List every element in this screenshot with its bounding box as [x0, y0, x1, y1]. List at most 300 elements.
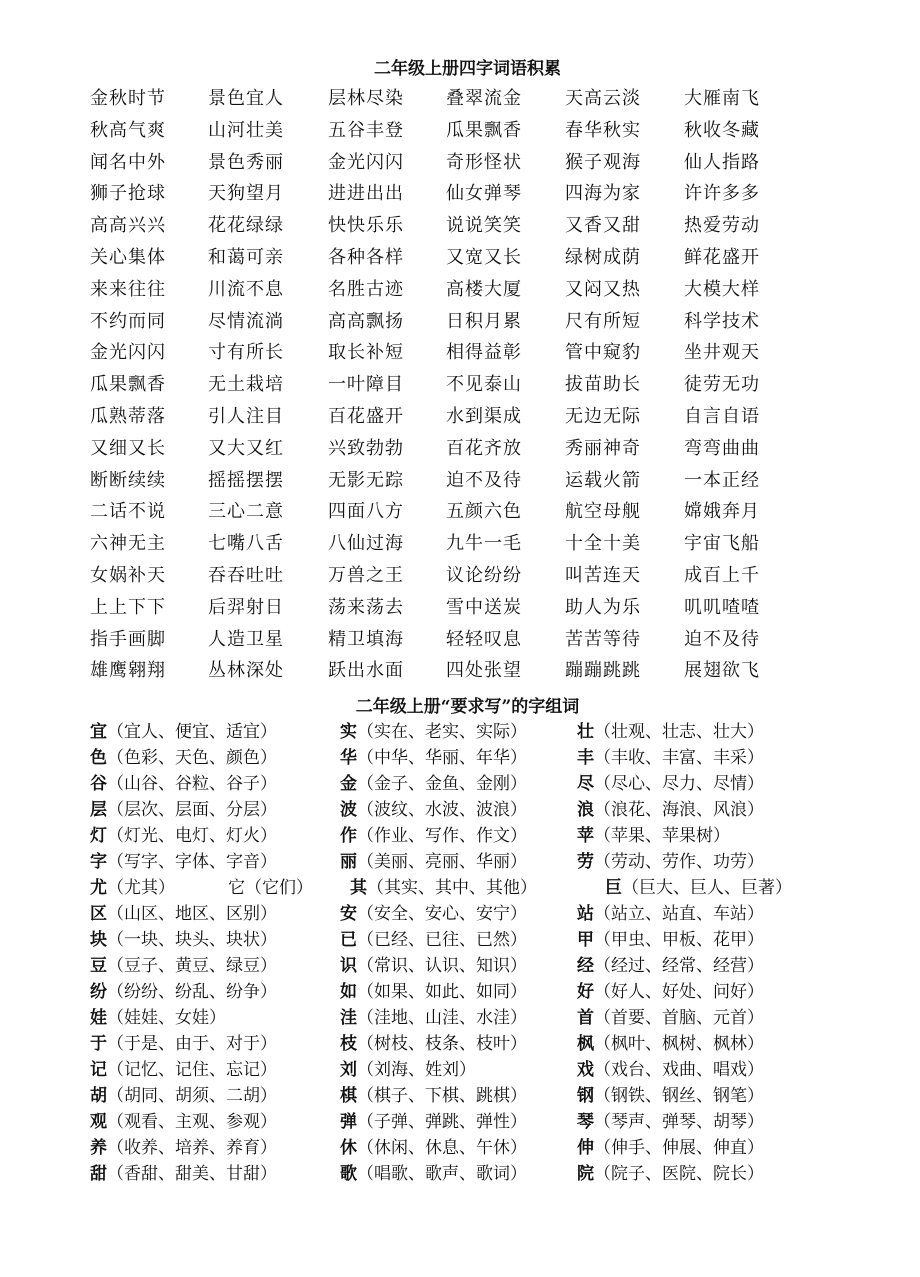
idiom: 景色秀丽 — [208, 151, 284, 173]
word-group — [340, 1159, 527, 1184]
word-list: （壮观、壮志、壮大） — [594, 722, 764, 742]
idiom: 高高飘扬 — [328, 310, 404, 332]
character: 休 — [340, 1138, 357, 1158]
idiom: 名胜古迹 — [328, 278, 404, 300]
word-group — [340, 951, 527, 976]
word-group — [90, 795, 277, 820]
word-group-row — [0, 899, 920, 925]
idiom: 川流不息 — [208, 278, 284, 300]
idiom: 寸有所长 — [208, 342, 284, 364]
word-list: （于是、由于、对于） — [107, 1034, 277, 1054]
idiom-row — [0, 402, 920, 432]
word-list: （琴声、弹琴、胡琴） — [594, 1112, 764, 1132]
character: 浪 — [577, 800, 594, 820]
word-group — [340, 1133, 527, 1158]
idiom: 秋高气爽 — [90, 119, 166, 141]
idiom: 自言自语 — [684, 406, 760, 427]
character: 枫 — [577, 1034, 594, 1054]
idiom: 五颜六色 — [446, 501, 522, 523]
word-group — [340, 1055, 476, 1080]
word-group — [350, 873, 537, 898]
word-group — [577, 717, 764, 742]
idiom: 许许多多 — [684, 183, 760, 205]
word-list: （丰收、丰富、丰采） — [594, 748, 764, 768]
idiom: 六神无主 — [90, 533, 166, 555]
idiom-row — [0, 211, 920, 241]
idiom: 无影无踪 — [328, 469, 404, 491]
word-group — [90, 925, 277, 950]
word-group-row — [0, 951, 920, 977]
word-list: （纷纷、纷乱、纷争） — [107, 982, 277, 1002]
word-group-row — [0, 1159, 920, 1185]
character: 棋 — [340, 1086, 357, 1106]
word-group-row — [0, 925, 920, 951]
idiom: 秋收冬藏 — [684, 119, 760, 141]
character: 苹 — [577, 826, 594, 846]
character: 娃 — [90, 1008, 107, 1028]
idiom: 四处张望 — [446, 660, 522, 682]
word-group — [228, 873, 313, 898]
word-list: （宜人、便宜、适宜） — [107, 722, 277, 742]
idiom: 秀丽神奇 — [565, 437, 641, 459]
character: 甲 — [577, 930, 594, 950]
character: 站 — [577, 904, 594, 924]
word-list: （一块、块头、块状） — [107, 930, 277, 950]
word-group — [90, 769, 277, 794]
word-list: （洼地、山洼、水洼） — [357, 1008, 527, 1028]
idiom: 大雁南飞 — [684, 88, 760, 109]
word-list: （伸手、伸展、伸直） — [594, 1138, 764, 1158]
character: 丰 — [577, 748, 594, 768]
idiom: 瓜果飘香 — [446, 119, 522, 141]
word-group — [90, 1081, 277, 1106]
idiom: 进进出出 — [328, 183, 404, 205]
word-group — [340, 925, 527, 950]
idiom: 金秋时节 — [90, 88, 166, 109]
word-list: （胡同、胡须、二胡） — [107, 1086, 277, 1106]
word-list: （如果、如此、如同） — [357, 982, 527, 1002]
word-list: （层次、层面、分层） — [107, 800, 277, 820]
word-group-row — [0, 1029, 920, 1055]
character: 实 — [340, 722, 357, 742]
idiom: 又闷又热 — [565, 278, 641, 300]
word-group — [90, 821, 277, 846]
character: 宜 — [90, 722, 107, 742]
idiom: 上上下下 — [90, 596, 166, 618]
idiom-row — [0, 434, 920, 464]
idiom: 尺有所短 — [565, 310, 641, 332]
idiom: 议论纷纷 — [446, 565, 522, 586]
character: 区 — [90, 904, 107, 924]
idiom: 摇摇摆摆 — [208, 469, 284, 491]
character: 色 — [90, 748, 107, 768]
character: 字 — [90, 852, 107, 872]
idiom: 八仙过海 — [328, 533, 404, 555]
word-group — [340, 743, 527, 768]
word-group — [577, 795, 764, 820]
word-group — [90, 977, 277, 1002]
idiom: 一叶障目 — [328, 374, 404, 396]
word-group — [90, 1159, 277, 1184]
character: 巨 — [605, 878, 622, 898]
word-list: （山区、地区、区别） — [107, 904, 277, 924]
idiom-row — [0, 561, 920, 591]
word-list: （唱歌、歌声、歌词） — [357, 1164, 527, 1184]
word-list: （作业、写作、作文） — [357, 826, 527, 846]
character: 金 — [340, 774, 357, 794]
idiom: 瓜果飘香 — [90, 374, 166, 396]
idiom: 水到渠成 — [446, 406, 522, 427]
idiom: 迫不及待 — [684, 628, 760, 650]
word-group — [90, 717, 277, 742]
idiom: 又细又长 — [90, 437, 166, 459]
word-group — [90, 899, 277, 924]
idiom: 运载火箭 — [565, 469, 641, 491]
character: 首 — [577, 1008, 594, 1028]
word-group — [577, 977, 764, 1002]
word-group — [90, 743, 277, 768]
idiom: 科学技术 — [684, 310, 760, 332]
idiom: 宇宙飞船 — [684, 533, 760, 555]
word-list: （子弹、弹跳、弹性） — [357, 1112, 527, 1132]
word-list: （首要、首脑、元首） — [594, 1008, 764, 1028]
idiom: 说说笑笑 — [446, 215, 522, 237]
character: 丽 — [340, 852, 357, 872]
character: 如 — [340, 982, 357, 1002]
word-group — [340, 795, 527, 820]
word-group-row — [0, 1107, 920, 1133]
idiom: 奇形怪状 — [446, 151, 522, 173]
idiom: 仙女弹琴 — [446, 183, 522, 205]
word-group — [340, 769, 527, 794]
word-list: （美丽、亮丽、华丽） — [357, 852, 527, 872]
idiom: 和蔼可亲 — [208, 247, 284, 268]
idiom: 尽情流淌 — [208, 310, 284, 332]
word-list: （它们） — [245, 878, 313, 898]
word-list: （院子、医院、院长） — [594, 1164, 764, 1184]
idiom: 大模大样 — [684, 278, 760, 300]
character: 灯 — [90, 826, 107, 846]
idiom: 景色宜人 — [208, 88, 284, 109]
idiom: 蹦蹦跳跳 — [565, 660, 641, 682]
word-group — [90, 847, 277, 872]
word-list: （娃娃、女娃） — [107, 1008, 226, 1028]
idiom: 拔苗助长 — [565, 374, 641, 396]
word-group — [340, 1081, 527, 1106]
word-list: （尽心、尽力、尽情） — [594, 774, 764, 794]
word-list: （尤其） — [107, 878, 175, 898]
word-list: （灯光、电灯、灯火） — [107, 826, 277, 846]
word-list: （写字、字体、字音） — [107, 852, 277, 872]
word-list: （中华、华丽、年华） — [357, 748, 527, 768]
word-group — [577, 743, 764, 768]
idiom: 不见泰山 — [446, 374, 522, 396]
word-list: （观看、主观、参观） — [107, 1112, 277, 1132]
word-list: （休闲、休息、午休） — [357, 1138, 527, 1158]
word-group-row — [0, 1081, 920, 1107]
word-group — [577, 951, 764, 976]
idiom: 花花绿绿 — [208, 215, 284, 237]
idiom: 迫不及待 — [446, 469, 522, 491]
idiom: 日积月累 — [446, 310, 522, 332]
character: 块 — [90, 930, 107, 950]
character: 谷 — [90, 774, 107, 794]
idiom: 跃出水面 — [328, 660, 404, 682]
word-group — [577, 1107, 764, 1132]
idiom: 叫苦连天 — [565, 565, 641, 586]
word-group — [90, 1055, 277, 1080]
word-group — [577, 1055, 764, 1080]
idiom: 二话不说 — [90, 501, 166, 523]
character: 枝 — [340, 1034, 357, 1054]
word-group — [340, 899, 527, 924]
idiom: 瓜熟蒂落 — [90, 406, 166, 427]
character: 波 — [340, 800, 357, 820]
idiom: 弯弯曲曲 — [684, 437, 760, 459]
idiom-row — [0, 243, 920, 273]
character: 洼 — [340, 1008, 357, 1028]
idiom: 春华秋实 — [565, 119, 641, 141]
idiom: 山河壮美 — [208, 119, 284, 141]
word-group — [577, 1081, 764, 1106]
word-group — [340, 1107, 527, 1132]
word-group — [90, 873, 175, 898]
word-group — [340, 717, 527, 742]
word-group — [577, 1003, 764, 1028]
idiom: 猴子观海 — [565, 151, 641, 173]
idiom: 成百上千 — [684, 565, 760, 586]
character: 尽 — [577, 774, 594, 794]
word-list: （色彩、天色、颜色） — [107, 748, 277, 768]
word-group-row — [0, 821, 920, 847]
idiom: 丛林深处 — [208, 660, 284, 682]
character: 弹 — [340, 1112, 357, 1132]
idiom: 鲜花盛开 — [684, 247, 760, 268]
character: 胡 — [90, 1086, 107, 1106]
word-list: （实在、老实、实际） — [357, 722, 527, 742]
idiom: 叽叽喳喳 — [684, 596, 760, 618]
word-group-row — [0, 977, 920, 1003]
idiom: 三心二意 — [208, 501, 284, 523]
word-list: （山谷、谷粒、谷子） — [107, 774, 277, 794]
word-group — [340, 1003, 527, 1028]
idiom: 一本正经 — [684, 469, 760, 491]
idiom: 层林尽染 — [328, 88, 404, 109]
idiom: 天高云淡 — [565, 88, 641, 109]
character: 劳 — [577, 852, 594, 872]
character: 于 — [90, 1034, 107, 1054]
word-group — [577, 1029, 764, 1054]
word-list: （常识、认识、知识） — [357, 956, 527, 976]
word-list: （站立、站直、车站） — [594, 904, 764, 924]
word-list: （巨大、巨人、巨著） — [622, 878, 792, 898]
idiom: 相得益彰 — [446, 342, 522, 364]
word-list: （其实、其中、其他） — [367, 878, 537, 898]
idiom-row — [0, 148, 920, 178]
idiom: 人造卫星 — [208, 628, 284, 650]
idiom: 助人为乐 — [565, 596, 641, 618]
idiom: 天狗望月 — [208, 183, 284, 205]
idiom: 航空母舰 — [565, 501, 641, 523]
idiom: 叠翠流金 — [446, 88, 522, 109]
word-group — [90, 1133, 277, 1158]
word-list: （记忆、记住、忘记） — [107, 1060, 277, 1080]
idiom-row — [0, 116, 920, 146]
word-list: （安全、安心、安宁） — [357, 904, 527, 924]
idiom: 万兽之王 — [328, 565, 404, 586]
idiom: 嫦娥奔月 — [684, 501, 760, 523]
idiom: 四面八方 — [328, 501, 404, 523]
character: 经 — [577, 956, 594, 976]
idiom: 仙人指路 — [684, 151, 760, 173]
idiom: 十全十美 — [565, 533, 641, 555]
idiom: 百花齐放 — [446, 437, 522, 459]
character: 养 — [90, 1138, 107, 1158]
word-list: （甲虫、甲板、花甲） — [594, 930, 764, 950]
idiom: 又宽又长 — [446, 247, 522, 268]
word-group-row — [0, 1133, 920, 1159]
character: 记 — [90, 1060, 107, 1080]
idiom: 坐井观天 — [684, 342, 760, 364]
word-group-row — [0, 717, 920, 743]
character: 识 — [340, 956, 357, 976]
idiom: 精卫填海 — [328, 628, 404, 650]
character: 钢 — [577, 1086, 594, 1106]
word-list: （香甜、甜美、甘甜） — [107, 1164, 277, 1184]
character: 戏 — [577, 1060, 594, 1080]
character: 它 — [228, 878, 245, 898]
idiom-row — [0, 625, 920, 655]
idiom-row — [0, 84, 920, 114]
idiom-row — [0, 529, 920, 559]
idiom: 绿树成荫 — [565, 247, 641, 268]
word-groups-title: 二年级上册“要求写”的字组词 — [355, 697, 580, 717]
idiom-row — [0, 656, 920, 686]
word-list: （劳动、劳作、功劳） — [594, 852, 764, 872]
idiom-row — [0, 338, 920, 368]
word-group-row — [0, 873, 920, 899]
character: 好 — [577, 982, 594, 1002]
idiom: 狮子抢球 — [90, 183, 166, 205]
word-list: （经过、经常、经营） — [594, 956, 764, 976]
character: 豆 — [90, 956, 107, 976]
idiom: 雄鹰翱翔 — [90, 660, 166, 682]
character: 尤 — [90, 878, 107, 898]
word-group — [90, 1003, 226, 1028]
word-group — [577, 1133, 764, 1158]
character: 院 — [577, 1164, 594, 1184]
word-group — [577, 847, 764, 872]
word-list: （苹果、苹果树） — [594, 826, 730, 846]
idiom: 闻名中外 — [90, 151, 166, 173]
word-list: （树枝、枝条、枝叶） — [357, 1034, 527, 1054]
idiom-row — [0, 593, 920, 623]
idiom: 九牛一毛 — [446, 533, 522, 555]
idiom: 苦苦等待 — [565, 628, 641, 650]
idiom: 热爱劳动 — [684, 215, 760, 237]
character: 歌 — [340, 1164, 357, 1184]
word-group — [90, 1029, 277, 1054]
idiom: 又香又甜 — [565, 215, 641, 237]
idiom: 不约而同 — [90, 310, 166, 332]
character: 作 — [340, 826, 357, 846]
word-list: （浪花、海浪、风浪） — [594, 800, 764, 820]
word-list: （刘海、姓刘） — [357, 1060, 476, 1080]
word-group-row — [0, 743, 920, 769]
idiom: 无边无际 — [565, 406, 641, 427]
idiom: 百花盛开 — [328, 406, 404, 427]
idiom: 吞吞吐吐 — [208, 565, 284, 586]
idiom: 徒劳无功 — [684, 374, 760, 396]
word-group-row — [0, 769, 920, 795]
idiom: 后羿射日 — [208, 596, 284, 618]
idiom: 高高兴兴 — [90, 215, 166, 237]
idiom: 管中窥豹 — [565, 342, 641, 364]
idiom: 雪中送炭 — [446, 596, 522, 618]
idiom: 七嘴八舌 — [208, 533, 284, 555]
idiom: 金光闪闪 — [90, 342, 166, 364]
word-group — [577, 769, 764, 794]
word-group — [577, 899, 764, 924]
word-group — [340, 821, 527, 846]
character: 观 — [90, 1112, 107, 1132]
idiom: 金光闪闪 — [328, 151, 404, 173]
idiom: 兴致勃勃 — [328, 437, 404, 459]
word-group-row — [0, 795, 920, 821]
word-group — [577, 821, 730, 846]
character: 甜 — [90, 1164, 107, 1184]
idiom: 又大又红 — [208, 437, 284, 459]
word-list: （好人、好处、问好） — [594, 982, 764, 1002]
idiom: 高楼大厦 — [446, 278, 522, 300]
word-group — [340, 977, 527, 1002]
idiom-row — [0, 466, 920, 496]
word-list: （豆子、黄豆、绿豆） — [107, 956, 277, 976]
idiom-row — [0, 275, 920, 305]
word-group — [605, 873, 792, 898]
character: 已 — [340, 930, 357, 950]
word-list: （金子、金鱼、金刚） — [357, 774, 527, 794]
idiom: 快快乐乐 — [328, 215, 404, 237]
idiom: 取长补短 — [328, 342, 404, 364]
idiom: 展翅欲飞 — [684, 660, 760, 682]
idiom: 无土栽培 — [208, 374, 284, 396]
word-list: （已经、已往、已然） — [357, 930, 527, 950]
word-list: （戏台、戏曲、唱戏） — [594, 1060, 764, 1080]
idiom: 来来往往 — [90, 278, 166, 300]
idiom: 轻轻叹息 — [446, 628, 522, 650]
character: 层 — [90, 800, 107, 820]
character: 壮 — [577, 722, 594, 742]
idiom: 关心集体 — [90, 247, 166, 268]
idioms-title: 二年级上册四字词语积累 — [374, 59, 561, 79]
character: 伸 — [577, 1138, 594, 1158]
word-group-row — [0, 847, 920, 873]
character: 纷 — [90, 982, 107, 1002]
idiom-row — [0, 497, 920, 527]
character: 华 — [340, 748, 357, 768]
word-group — [340, 847, 527, 872]
character: 琴 — [577, 1112, 594, 1132]
character: 安 — [340, 904, 357, 924]
idiom: 四海为家 — [565, 183, 641, 205]
word-list: （枫叶、枫树、枫林） — [594, 1034, 764, 1054]
word-list: （棋子、下棋、跳棋） — [357, 1086, 527, 1106]
idiom: 各种各样 — [328, 247, 404, 268]
idiom: 五谷丰登 — [328, 119, 404, 141]
idiom: 女娲补天 — [90, 565, 166, 586]
idiom: 指手画脚 — [90, 628, 166, 650]
